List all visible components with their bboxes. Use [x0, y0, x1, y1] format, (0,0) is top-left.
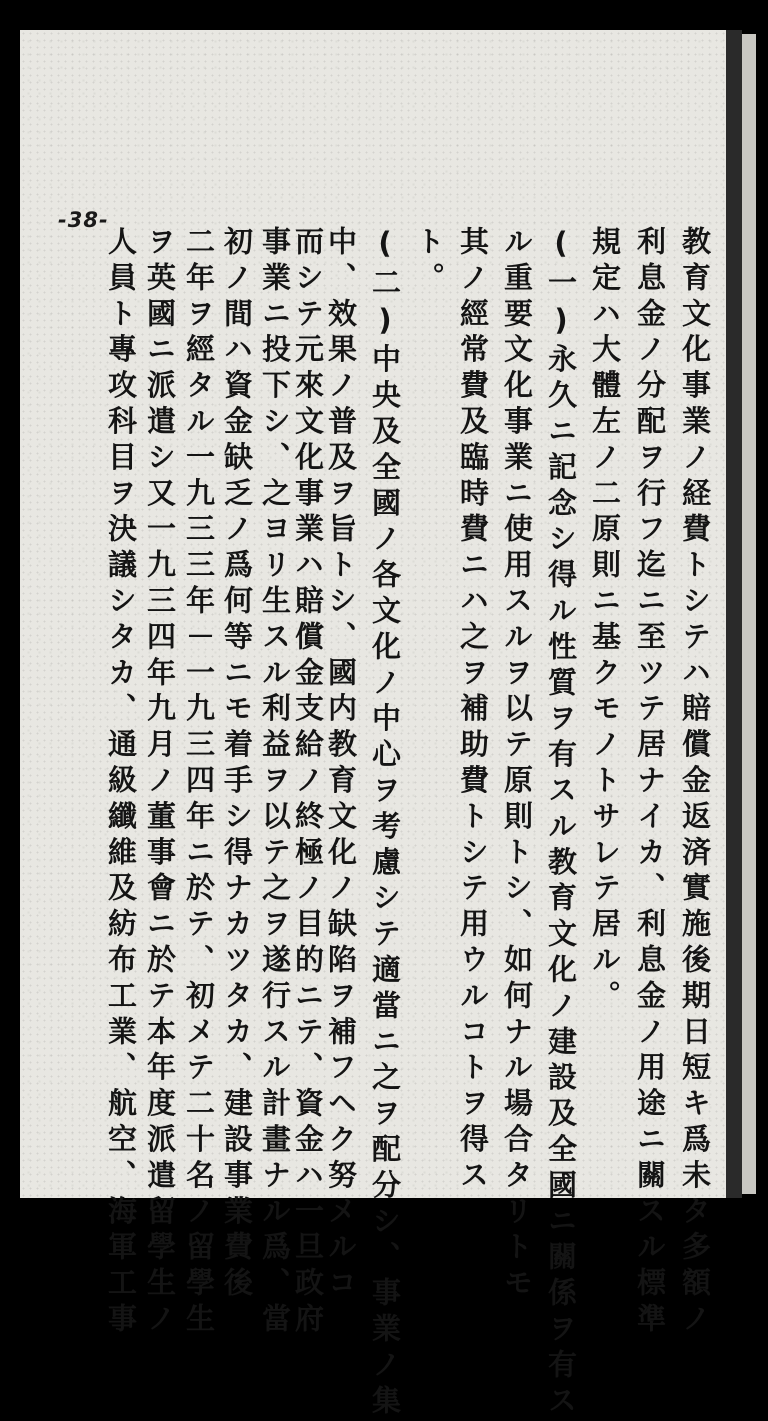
text-column: (一)永久ニ記念シ得ル性質ヲ有スル教育文化ノ建設及全國ニ關係ヲ有ス: [544, 226, 578, 1421]
text-column: 二年ヲ經タル一九三三年－一九三四年ニ於テ、初メテ二十名ノ留學生: [182, 226, 216, 1339]
text-column: 事業ニ投下シ、之ヨリ生スル利益ヲ以テ之ヲ遂行スル計畫ナル爲、當: [258, 226, 292, 1339]
text-column: 利息金ノ分配ヲ行フ迄ニ至ツテ居ナイカ、利息金ノ用途ニ關スル標準: [633, 226, 667, 1339]
text-column: 教育文化事業ノ経費トシテハ賠償金返済實施後期日短キ爲未タ多額ノ: [678, 226, 712, 1339]
text-column: 人員ト專攻科目ヲ決議シタカ、通級纖維及紡布工業、航空、海軍工事: [104, 226, 138, 1339]
text-column: 而シテ元來文化事業ハ賠償金支給ノ終極ノ目的ニテ、資金ハ一旦政府: [291, 226, 325, 1339]
page-number: -38-: [58, 208, 109, 232]
text-column: ヲ英國ニ派遣シ又一九三四年九月ノ董事會ニ於テ本年度派遣留學生ノ: [143, 226, 177, 1339]
text-column: 規定ハ大體左ノ二原則ニ基クモノトサレテ居ル。: [588, 226, 622, 1016]
book-spine-edge: [742, 34, 756, 1194]
text-column: ル重要文化事業ニ使用スルヲ以テ原則トシ、如何ナル場合タリトモ: [500, 226, 534, 1303]
text-column: 中、效果ノ普及ヲ旨トシ、國内教育文化ノ缺陷ヲ補フヘク努メルコ: [324, 226, 358, 1303]
book-spine-shadow: [726, 30, 742, 1198]
text-column: (二)中央及全國ノ各文化ノ中心ヲ考慮シテ適當ニ之ヲ配分シ、事業ノ集: [368, 226, 402, 1421]
text-column: 其ノ經常費及臨時費ニハ之ヲ補助費トシテ用ウルコトヲ得ス: [456, 226, 490, 1196]
text-column: 初ノ間ハ資金缺乏ノ爲何等ニモ着手シ得ナカツタカ、建設事業費後: [220, 226, 254, 1303]
text-column: ト。: [412, 226, 446, 298]
